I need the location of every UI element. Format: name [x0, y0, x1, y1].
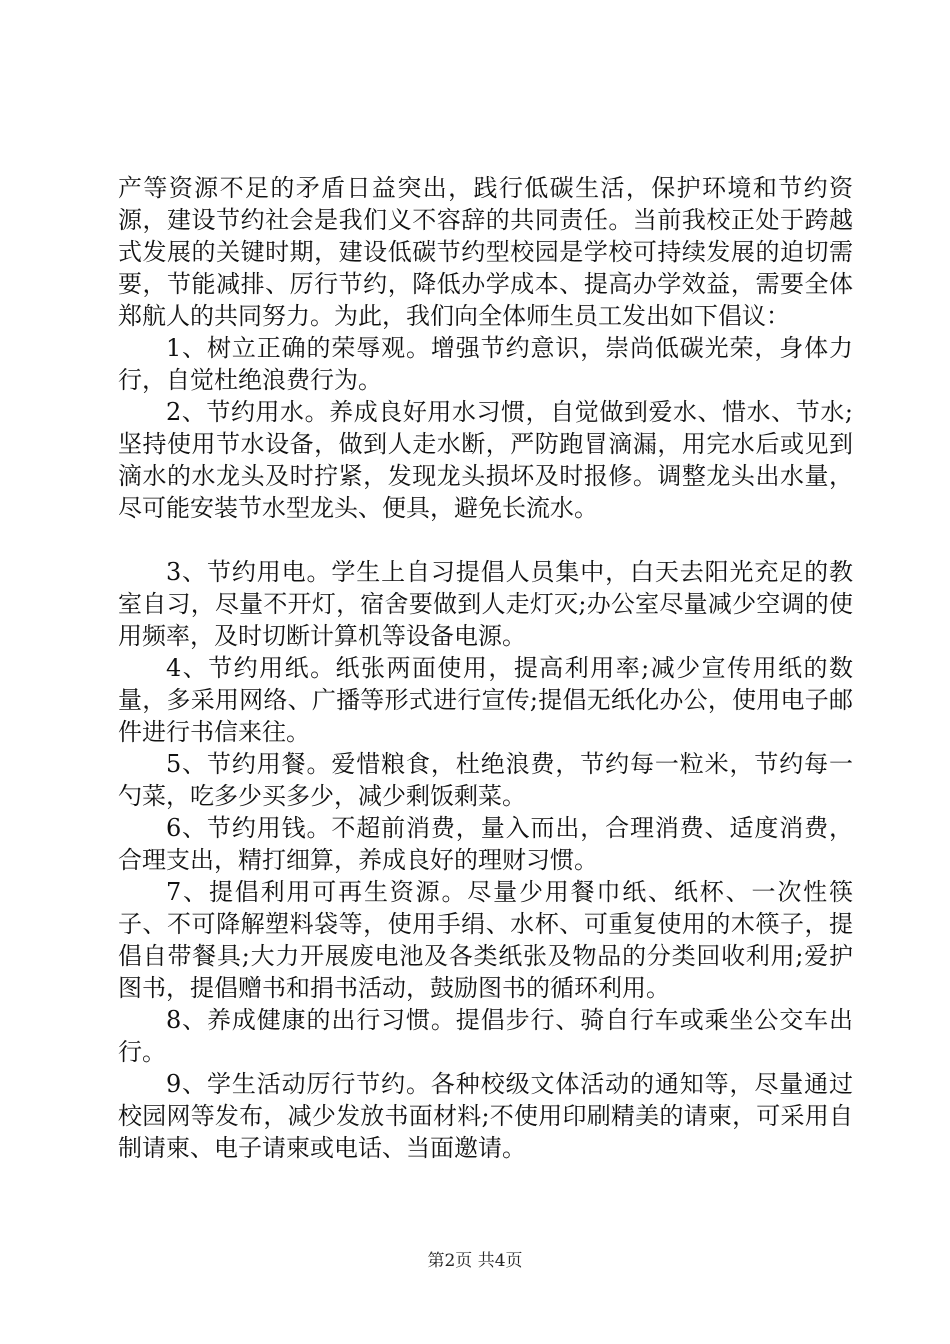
proposal-item-2: 2、节约用水。养成良好用水习惯，自觉做到爱水、惜水、节水;坚持使用节水设备，做到人走水断，严防跑冒滴漏，用完水后或见到滴水的水龙头及时拧紧，发现龙头损坏及时报修。调整龙头出水量，尽可能安装节水型龙头、便具，避免长流水。: [118, 398, 853, 522]
proposal-item-4: 4、节约用纸。纸张两面使用，提高利用率;减少宣传用纸的数量，多采用网络、广播等形式进行宣传;提倡无纸化办公，使用电子邮件进行书信来往。: [118, 654, 853, 746]
proposal-item-1: 1、树立正确的荣辱观。增强节约意识，崇尚低碳光荣，身体力行，自觉杜绝浪费行为。: [118, 334, 853, 394]
document-body: [118, 172, 853, 1164]
intro-paragraph: 产等资源不足的矛盾日益突出，践行低碳生活，保护环境和节约资源，建设节约社会是我们义不容辞的共同责任。当前我校正处于跨越式发展的关键时期，建设低碳节约型校园是学校可持续发展的迫切需要，节能减排、厉行节约，降低办学成本、提高办学效益，需要全体郑航人的共同努力。为此，我们向全体师生员工发出如下倡议：: [118, 174, 853, 330]
proposal-item-8: 8、养成健康的出行习惯。提倡步行、骑自行车或乘坐公交车出行。: [118, 1006, 853, 1066]
proposal-item-5: 5、节约用餐。爱惜粮食，杜绝浪费，节约每一粒米，节约每一勺菜，吃多少买多少，减少剩饭剩菜。: [118, 750, 853, 810]
proposal-item-6: 6、节约用钱。不超前消费，量入而出，合理消费、适度消费，合理支出，精打细算，养成良好的理财习惯。: [118, 814, 853, 874]
proposal-item-3: 3、节约用电。学生上自习提倡人员集中，白天去阳光充足的教室自习，尽量不开灯，宿舍要做到人走灯灭;办公室尽量减少空调的使用频率，及时切断计算机等设备电源。: [118, 558, 853, 650]
page-number-footer: 第2页 共4页: [427, 1251, 523, 1271]
proposal-item-7: 7、提倡利用可再生资源。尽量少用餐巾纸、纸杯、一次性筷子、不可降解塑料袋等，使用手绢、水杯、可重复使用的木筷子，提倡自带餐具;大力开展废电池及各类纸张及物品的分类回收利用;爱护图书，提倡赠书和捐书活动，鼓励图书的循环利用。: [118, 878, 853, 1002]
proposal-item-9: 9、学生活动厉行节约。各种校级文体活动的通知等，尽量通过校园网等发布，减少发放书面材料;不使用印刷精美的请柬，可采用自制请柬、电子请柬或电话、当面邀请。: [118, 1070, 853, 1162]
